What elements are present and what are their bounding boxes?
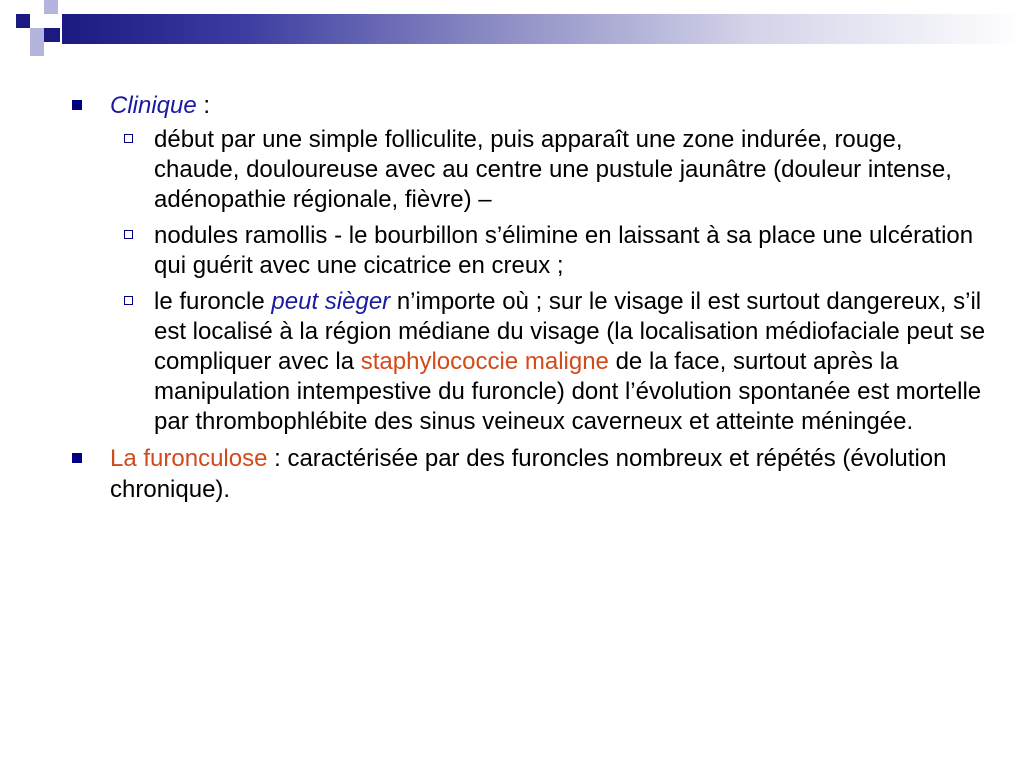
sub-bullet-text: n’importe où ; sur le visage il est surtout dangereux, s’il est localisé à la région médiane du visage (la localisation médiofaciale peut se compliquer avec la bbox=[154, 288, 986, 375]
clinique-colon: : bbox=[196, 92, 211, 119]
furonculose-text: : caractérisée par des furoncles nombreux et répétés (évolution chronique). bbox=[110, 445, 947, 503]
deco-square-light bbox=[30, 42, 44, 56]
clinique-heading: Clinique bbox=[110, 92, 197, 119]
deco-square-light bbox=[30, 28, 44, 42]
sub-bullet-debut bbox=[110, 125, 992, 215]
emphasis-peut-sieger: peut sièger bbox=[271, 288, 391, 315]
square-bullet-icon bbox=[72, 100, 82, 110]
sub-bullet-text: nodules ramollis - le bourbillon s’élimine en laissant à sa place une ulcération qui guérit avec une cicatrice en creux ; bbox=[154, 222, 974, 279]
furonculose-heading: La furonculose bbox=[110, 445, 268, 472]
bullet-furonculose bbox=[72, 443, 992, 505]
sub-bullet-furoncle bbox=[110, 287, 992, 437]
hollow-square-bullet-icon bbox=[124, 296, 133, 305]
deco-square-dark bbox=[16, 14, 30, 28]
clinique-sublist bbox=[110, 125, 992, 437]
bullet-clinique bbox=[72, 90, 992, 437]
square-bullet-icon bbox=[72, 453, 82, 463]
sub-bullet-text: le furoncle bbox=[154, 288, 272, 315]
deco-square-light bbox=[44, 0, 58, 14]
slide-body bbox=[72, 90, 992, 511]
highlight-staphylococcie: staphylococcie maligne bbox=[360, 348, 609, 375]
deco-square-dark bbox=[44, 28, 60, 42]
hollow-square-bullet-icon bbox=[124, 230, 133, 239]
sub-bullet-text: début par une simple folliculite, puis apparaît une zone indurée, rouge, chaude, douloureuse avec au centre une pustule jaunâtre (douleur intense, adénopathie régionale, fièvre) – bbox=[154, 126, 952, 213]
hollow-square-bullet-icon bbox=[124, 134, 133, 143]
header-decoration bbox=[0, 0, 1024, 70]
sub-bullet-nodules bbox=[110, 221, 992, 281]
sub-bullet-text: de la face, surtout après la manipulation intempestive du furoncle) dont l’évolution spontanée est mortelle par thrombophlébite des sinus veineux caverneux et atteinte méningée. bbox=[154, 348, 982, 435]
header-gradient-bar bbox=[62, 14, 1024, 44]
